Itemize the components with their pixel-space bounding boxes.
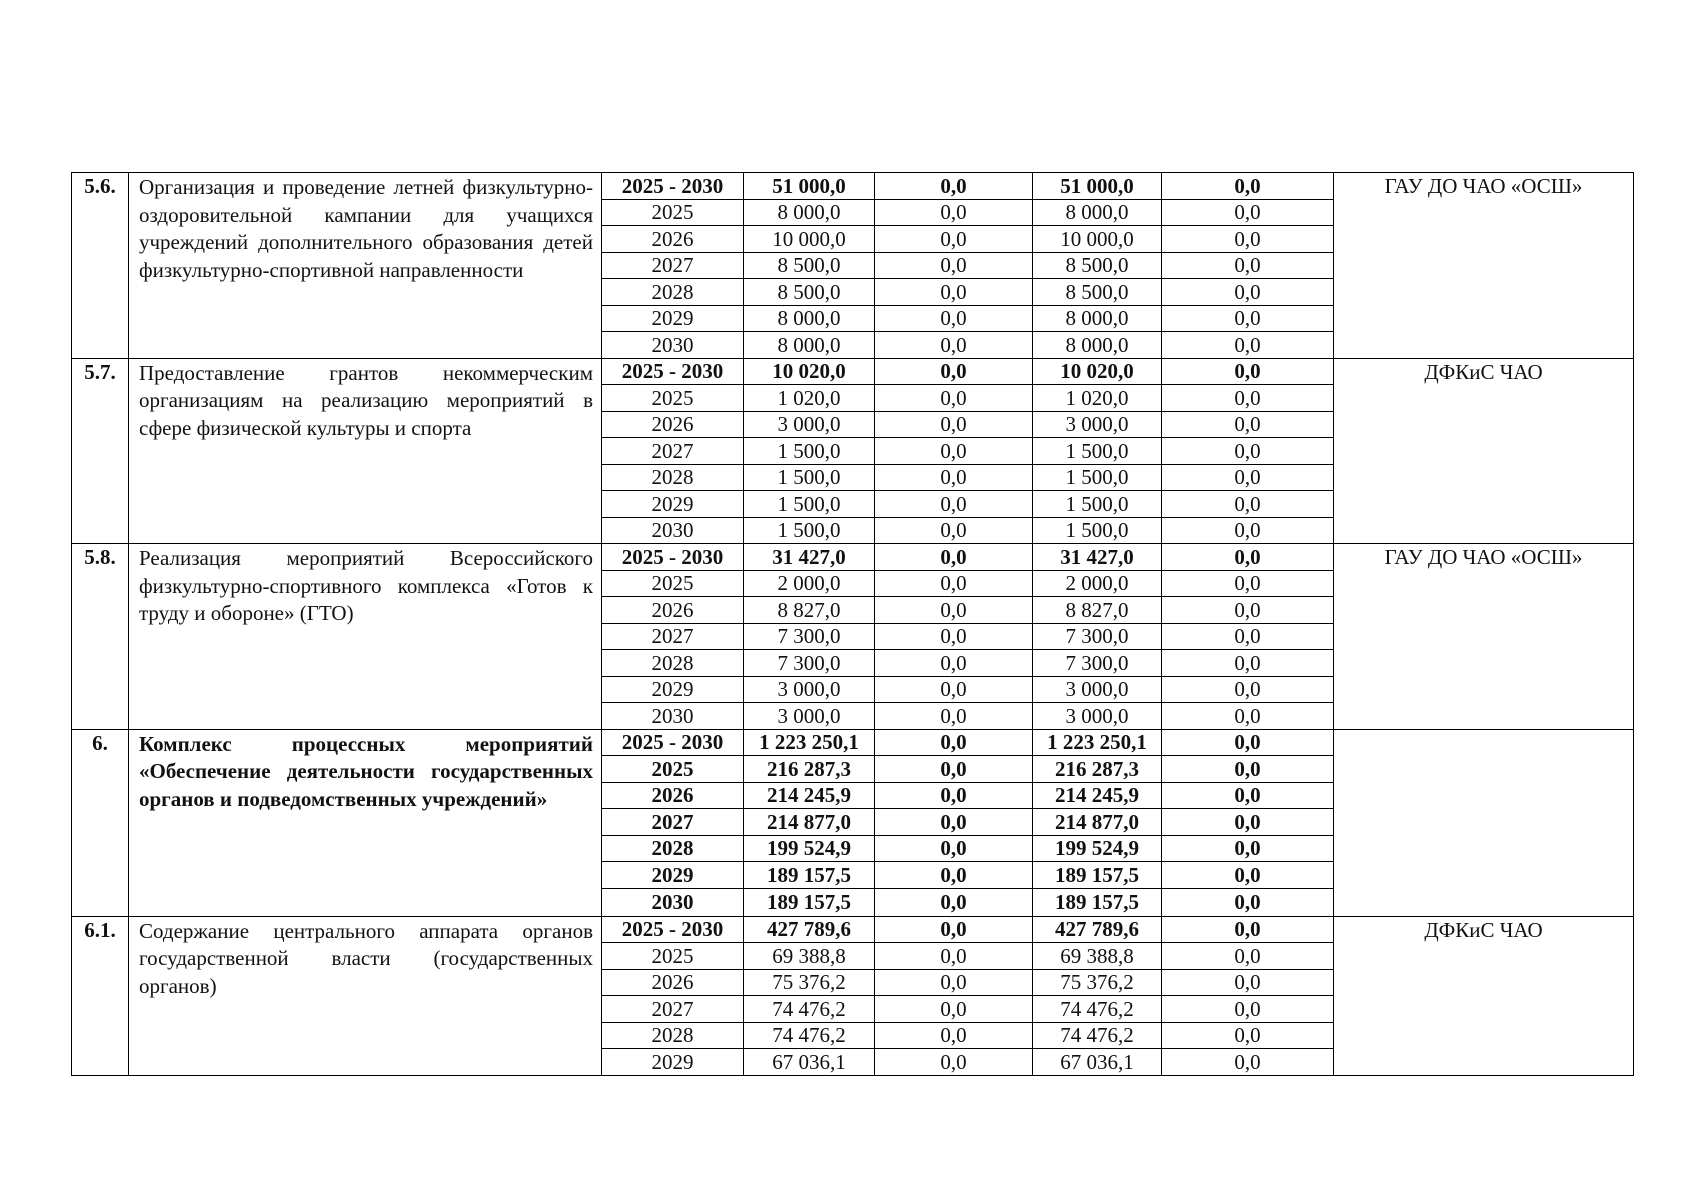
period-cell: 2027: [602, 996, 744, 1023]
other-cell: 0,0: [1162, 1049, 1334, 1076]
other-cell: 0,0: [1162, 491, 1334, 518]
regional-cell: 51 000,0: [1033, 173, 1162, 200]
other-cell: 0,0: [1162, 570, 1334, 597]
total-cell: 214 245,9: [744, 782, 875, 809]
federal-cell: 0,0: [875, 782, 1033, 809]
regional-cell: 8 827,0: [1033, 597, 1162, 624]
regional-cell: 8 000,0: [1033, 332, 1162, 359]
other-cell: 0,0: [1162, 305, 1334, 332]
item-name: Реализация мероприятий Всероссийского физкультурно-спортивного комплекса «Готов к труду и обороне» (ГТО): [129, 544, 602, 730]
other-cell: 0,0: [1162, 782, 1334, 809]
responsible-executor: ГАУ ДО ЧАО «ОСШ»: [1334, 544, 1634, 730]
period-cell: 2027: [602, 252, 744, 279]
regional-cell: 1 500,0: [1033, 491, 1162, 518]
period-cell: 2026: [602, 969, 744, 996]
other-cell: 0,0: [1162, 438, 1334, 465]
period-cell: 2029: [602, 491, 744, 518]
table-row: [72, 358, 1634, 385]
period-cell: 2030: [602, 703, 744, 730]
period-cell: 2030: [602, 332, 744, 359]
total-cell: 8 827,0: [744, 597, 875, 624]
period-cell: 2026: [602, 411, 744, 438]
federal-cell: 0,0: [875, 226, 1033, 253]
period-cell: 2026: [602, 226, 744, 253]
responsible-executor: ДФКиС ЧАО: [1334, 358, 1634, 544]
federal-cell: 0,0: [875, 888, 1033, 916]
period-cell: 2030: [602, 888, 744, 916]
period-cell: 2025: [602, 756, 744, 783]
total-cell: 189 157,5: [744, 888, 875, 916]
total-cell: 67 036,1: [744, 1049, 875, 1076]
total-cell: 1 223 250,1: [744, 729, 875, 756]
total-cell: 3 000,0: [744, 703, 875, 730]
other-cell: 0,0: [1162, 1022, 1334, 1049]
other-cell: 0,0: [1162, 332, 1334, 359]
other-cell: 0,0: [1162, 729, 1334, 756]
federal-cell: 0,0: [875, 199, 1033, 226]
federal-cell: 0,0: [875, 809, 1033, 836]
period-cell: 2025: [602, 199, 744, 226]
total-cell: 8 000,0: [744, 305, 875, 332]
total-cell: 10 020,0: [744, 358, 875, 385]
period-cell: 2027: [602, 438, 744, 465]
period-cell: 2025 - 2030: [602, 729, 744, 756]
regional-cell: 8 500,0: [1033, 279, 1162, 306]
item-number: 5.8.: [72, 544, 129, 730]
total-cell: 427 789,6: [744, 916, 875, 943]
total-cell: 3 000,0: [744, 411, 875, 438]
responsible-executor: ДФКиС ЧАО: [1334, 916, 1634, 1075]
total-cell: 2 000,0: [744, 570, 875, 597]
period-cell: 2028: [602, 279, 744, 306]
period-cell: 2029: [602, 305, 744, 332]
other-cell: 0,0: [1162, 623, 1334, 650]
regional-cell: 69 388,8: [1033, 943, 1162, 970]
item-number: 6.: [72, 729, 129, 916]
total-cell: 69 388,8: [744, 943, 875, 970]
regional-cell: 189 157,5: [1033, 888, 1162, 916]
regional-cell: 1 223 250,1: [1033, 729, 1162, 756]
federal-cell: 0,0: [875, 676, 1033, 703]
other-cell: 0,0: [1162, 385, 1334, 412]
period-cell: 2026: [602, 782, 744, 809]
federal-cell: 0,0: [875, 835, 1033, 862]
federal-cell: 0,0: [875, 517, 1033, 544]
other-cell: 0,0: [1162, 199, 1334, 226]
other-cell: 0,0: [1162, 279, 1334, 306]
period-cell: 2027: [602, 809, 744, 836]
other-cell: 0,0: [1162, 943, 1334, 970]
period-cell: 2025: [602, 943, 744, 970]
total-cell: 1 500,0: [744, 464, 875, 491]
period-cell: 2028: [602, 835, 744, 862]
period-cell: 2030: [602, 517, 744, 544]
regional-cell: 427 789,6: [1033, 916, 1162, 943]
period-cell: 2028: [602, 1022, 744, 1049]
federal-cell: 0,0: [875, 438, 1033, 465]
other-cell: 0,0: [1162, 835, 1334, 862]
federal-cell: 0,0: [875, 862, 1033, 889]
period-cell: 2025 - 2030: [602, 358, 744, 385]
item-number: 6.1.: [72, 916, 129, 1075]
other-cell: 0,0: [1162, 996, 1334, 1023]
item-name: Предоставление грантов некоммерческим организациям на реализацию мероприятий в сфере физической культуры и спорта: [129, 358, 602, 544]
period-cell: 2025: [602, 385, 744, 412]
total-cell: 75 376,2: [744, 969, 875, 996]
federal-cell: 0,0: [875, 1022, 1033, 1049]
regional-cell: 8 000,0: [1033, 305, 1162, 332]
other-cell: 0,0: [1162, 969, 1334, 996]
federal-cell: 0,0: [875, 650, 1033, 677]
item-name: Комплекс процессных мероприятий «Обеспечение деятельности государственных органов и подведомственных учреждений»: [129, 729, 602, 916]
period-cell: 2029: [602, 676, 744, 703]
item-name: Содержание центрального аппарата органов государственной власти (государственных органов): [129, 916, 602, 1075]
other-cell: 0,0: [1162, 517, 1334, 544]
regional-cell: 214 245,9: [1033, 782, 1162, 809]
regional-cell: 8 000,0: [1033, 199, 1162, 226]
federal-cell: 0,0: [875, 943, 1033, 970]
regional-cell: 7 300,0: [1033, 623, 1162, 650]
regional-cell: 2 000,0: [1033, 570, 1162, 597]
total-cell: 216 287,3: [744, 756, 875, 783]
regional-cell: 1 500,0: [1033, 438, 1162, 465]
regional-cell: 1 500,0: [1033, 464, 1162, 491]
federal-cell: 0,0: [875, 464, 1033, 491]
total-cell: 199 524,9: [744, 835, 875, 862]
other-cell: 0,0: [1162, 464, 1334, 491]
total-cell: 8 500,0: [744, 279, 875, 306]
federal-cell: 0,0: [875, 597, 1033, 624]
federal-cell: 0,0: [875, 570, 1033, 597]
responsible-executor: [1334, 729, 1634, 916]
regional-cell: 10 020,0: [1033, 358, 1162, 385]
period-cell: 2029: [602, 862, 744, 889]
total-cell: 74 476,2: [744, 1022, 875, 1049]
period-cell: 2027: [602, 623, 744, 650]
regional-cell: 3 000,0: [1033, 676, 1162, 703]
item-number: 5.6.: [72, 173, 129, 359]
total-cell: 31 427,0: [744, 544, 875, 571]
period-cell: 2025 - 2030: [602, 916, 744, 943]
total-cell: 10 000,0: [744, 226, 875, 253]
other-cell: 0,0: [1162, 703, 1334, 730]
regional-cell: 199 524,9: [1033, 835, 1162, 862]
federal-cell: 0,0: [875, 703, 1033, 730]
regional-cell: 7 300,0: [1033, 650, 1162, 677]
regional-cell: 1 020,0: [1033, 385, 1162, 412]
federal-cell: 0,0: [875, 305, 1033, 332]
other-cell: 0,0: [1162, 226, 1334, 253]
other-cell: 0,0: [1162, 888, 1334, 916]
regional-cell: 74 476,2: [1033, 996, 1162, 1023]
other-cell: 0,0: [1162, 676, 1334, 703]
regional-cell: 216 287,3: [1033, 756, 1162, 783]
regional-cell: 3 000,0: [1033, 411, 1162, 438]
regional-cell: 1 500,0: [1033, 517, 1162, 544]
other-cell: 0,0: [1162, 916, 1334, 943]
regional-cell: 8 500,0: [1033, 252, 1162, 279]
total-cell: 1 500,0: [744, 491, 875, 518]
table-row: [72, 173, 1634, 200]
federal-cell: 0,0: [875, 623, 1033, 650]
period-cell: 2026: [602, 597, 744, 624]
period-cell: 2028: [602, 464, 744, 491]
federal-cell: 0,0: [875, 385, 1033, 412]
item-number: 5.7.: [72, 358, 129, 544]
table-row: [72, 729, 1634, 756]
other-cell: 0,0: [1162, 173, 1334, 200]
total-cell: 1 020,0: [744, 385, 875, 412]
regional-cell: 75 376,2: [1033, 969, 1162, 996]
other-cell: 0,0: [1162, 252, 1334, 279]
total-cell: 8 000,0: [744, 199, 875, 226]
regional-cell: 3 000,0: [1033, 703, 1162, 730]
federal-cell: 0,0: [875, 411, 1033, 438]
total-cell: 51 000,0: [744, 173, 875, 200]
table-row: [72, 916, 1634, 943]
regional-cell: 31 427,0: [1033, 544, 1162, 571]
item-name: Организация и проведение летней физкультурно-оздоровительной кампании для учащихся учреждений дополнительного образования детей физкультурно-спортивной направленности: [129, 173, 602, 359]
federal-cell: 0,0: [875, 756, 1033, 783]
total-cell: 189 157,5: [744, 862, 875, 889]
federal-cell: 0,0: [875, 332, 1033, 359]
federal-cell: 0,0: [875, 358, 1033, 385]
other-cell: 0,0: [1162, 544, 1334, 571]
period-cell: 2028: [602, 650, 744, 677]
regional-cell: 10 000,0: [1033, 226, 1162, 253]
regional-cell: 74 476,2: [1033, 1022, 1162, 1049]
regional-cell: 214 877,0: [1033, 809, 1162, 836]
total-cell: 8 500,0: [744, 252, 875, 279]
federal-cell: 0,0: [875, 996, 1033, 1023]
federal-cell: 0,0: [875, 916, 1033, 943]
other-cell: 0,0: [1162, 809, 1334, 836]
other-cell: 0,0: [1162, 862, 1334, 889]
other-cell: 0,0: [1162, 756, 1334, 783]
other-cell: 0,0: [1162, 650, 1334, 677]
regional-cell: 67 036,1: [1033, 1049, 1162, 1076]
total-cell: 1 500,0: [744, 517, 875, 544]
federal-cell: 0,0: [875, 1049, 1033, 1076]
responsible-executor: ГАУ ДО ЧАО «ОСШ»: [1334, 173, 1634, 359]
period-cell: 2025 - 2030: [602, 173, 744, 200]
total-cell: 74 476,2: [744, 996, 875, 1023]
other-cell: 0,0: [1162, 411, 1334, 438]
total-cell: 7 300,0: [744, 650, 875, 677]
total-cell: 8 000,0: [744, 332, 875, 359]
period-cell: 2029: [602, 1049, 744, 1076]
total-cell: 3 000,0: [744, 676, 875, 703]
funding-table: [71, 172, 1634, 1076]
federal-cell: 0,0: [875, 252, 1033, 279]
federal-cell: 0,0: [875, 173, 1033, 200]
other-cell: 0,0: [1162, 597, 1334, 624]
period-cell: 2025 - 2030: [602, 544, 744, 571]
total-cell: 1 500,0: [744, 438, 875, 465]
federal-cell: 0,0: [875, 969, 1033, 996]
table-row: [72, 544, 1634, 571]
federal-cell: 0,0: [875, 491, 1033, 518]
regional-cell: 189 157,5: [1033, 862, 1162, 889]
federal-cell: 0,0: [875, 279, 1033, 306]
other-cell: 0,0: [1162, 358, 1334, 385]
total-cell: 7 300,0: [744, 623, 875, 650]
period-cell: 2025: [602, 570, 744, 597]
federal-cell: 0,0: [875, 729, 1033, 756]
federal-cell: 0,0: [875, 544, 1033, 571]
total-cell: 214 877,0: [744, 809, 875, 836]
